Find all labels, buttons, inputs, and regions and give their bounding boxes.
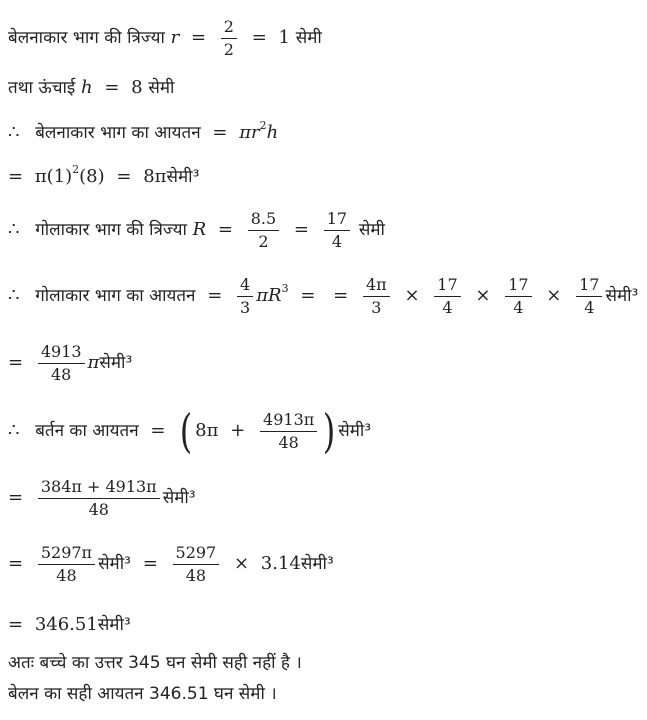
unit: सेमी³ <box>605 286 639 307</box>
line-hemisphere-volume-result: = $\frac{4913}{48}$ πसेमी³ <box>8 342 133 384</box>
unit: सेमी³ <box>162 488 196 509</box>
line-cylinder-height: तथा ऊंचाई h = 8 सेमी <box>8 77 175 98</box>
cylinder-volume-label: बेलनाकार भाग का आयतन <box>35 123 201 143</box>
unit: सेमी³ <box>99 353 133 374</box>
unit: सेमी³ <box>300 554 334 575</box>
unit: सेमी³ <box>97 615 131 635</box>
line-vessel-volume: ∴ बर्तन का आयतन = ( 8π + $\frac{4913\pi}{48}$ ) सेमी³ <box>8 404 372 458</box>
conclusion-line-1: अतः बच्चे का उत्तर 345 घन सेमी सही नहीं है । <box>8 653 302 673</box>
hemisphere-volume-label: गोलाकार भाग का आयतन <box>35 286 196 307</box>
radius-var: r <box>170 27 180 49</box>
line-final-volume: = 346.51सेमी³ <box>8 614 131 635</box>
line-cylinder-volume-formula: ∴ बेलनाकार भाग का आयतन = $\pi r^2h$ <box>8 119 279 143</box>
unit: सेमी³ <box>98 554 131 575</box>
line-hemisphere-volume: ∴ गोलाकार भाग का आयतन = $\frac{4}{3}$ $\pi R^3$ = = $\frac{4\pi}{3}$ × $\frac{17}{4}$ × $\frac{17}{4}$ × $\frac{17}{4}$ सेमी³ <box>8 275 639 317</box>
line-vessel-volume-sum: = $\frac{384\pi + 4913\pi}{48}$ सेमी³ <box>8 477 196 519</box>
unit: सेमी <box>148 78 175 98</box>
height-label: तथा ऊंचाई <box>8 78 76 98</box>
therefore-symbol: ∴ <box>8 122 20 143</box>
final-volume-value: 346.51 <box>34 614 98 635</box>
radius-value: 1 <box>278 27 290 49</box>
unit: सेमी³ <box>166 167 200 187</box>
cylinder-radius-label: बेलनाकार भाग की त्रिज्या <box>8 28 165 49</box>
vessel-volume-label: बर्तन का आयतन <box>35 421 139 441</box>
line-hemisphere-radius: ∴ गोलाकार भाग की त्रिज्या R = $\frac{8.5}{2}$ = $\frac{17}{4}$ सेमी <box>8 209 385 251</box>
line-cylinder-radius: बेलनाकार भाग की त्रिज्या r = $\frac{2}{2}$ = 1 सेमी <box>8 17 322 59</box>
height-value: 8 <box>131 77 143 98</box>
hemisphere-radius-label: गोलाकार भाग की त्रिज्या <box>35 220 187 241</box>
line-vessel-volume-numeric: = $\frac{5297\pi}{48}$ सेमी³ = $\frac{5297}{48}$ × 3.14सेमी³ <box>8 543 334 585</box>
unit: सेमी <box>295 28 322 49</box>
radius-fraction: $\frac{2}{2}$ <box>221 18 237 58</box>
unit: सेमी³ <box>338 421 372 441</box>
unit: सेमी <box>358 220 385 241</box>
line-cylinder-volume-value: = $\pi(1)^2(8)$ = 8πसेमी³ <box>8 163 200 187</box>
cylinder-volume-result: 8π <box>143 166 167 187</box>
height-var: h <box>80 77 93 98</box>
conclusion-line-2: बेलन का सही आयतन 346.51 घन सेमी । <box>8 684 277 704</box>
